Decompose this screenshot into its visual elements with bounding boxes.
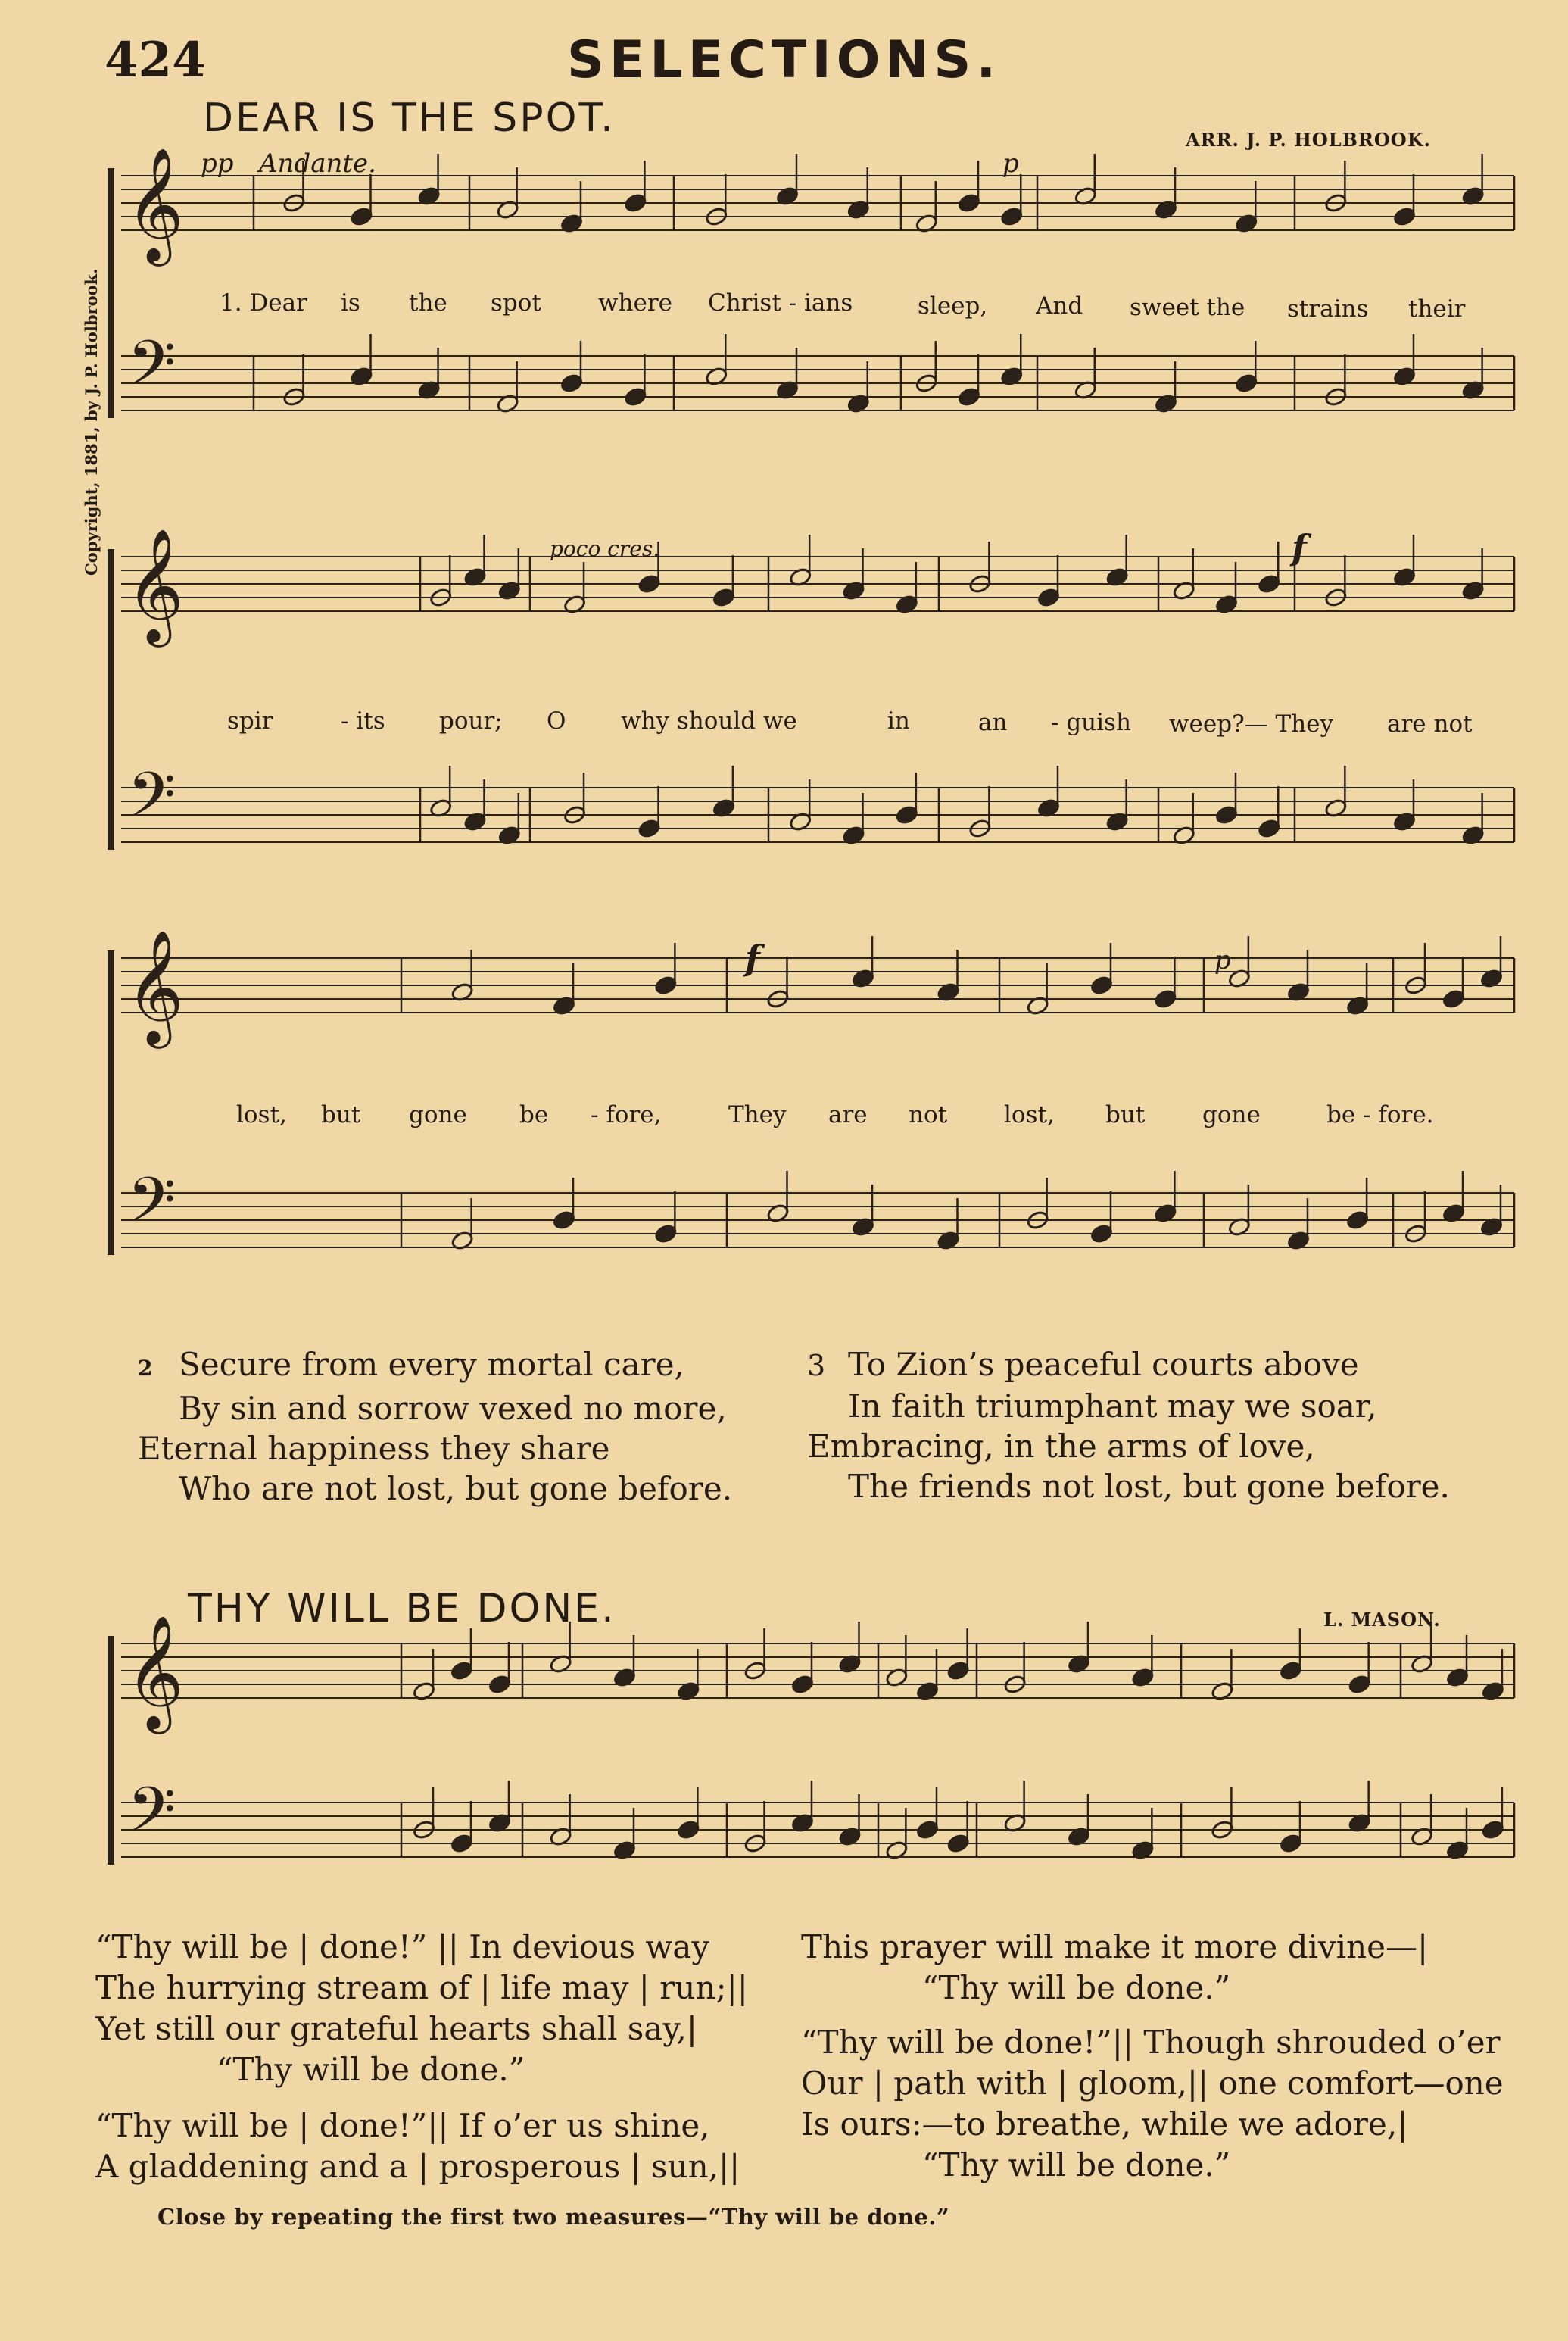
dynamic-p: p	[1002, 148, 1019, 179]
system-brace	[108, 950, 114, 1255]
stanza-line: Who are not lost, but gone before.	[179, 1470, 733, 1507]
lyric-syllable: in	[887, 707, 910, 735]
treble-clef-icon: 𝄞	[126, 527, 184, 642]
dynamic-poco-cres: poco cres.	[550, 536, 660, 561]
lyric-syllable: spot	[491, 289, 541, 317]
song1-arranger: ARR. J. P. HOLBROOK.	[1186, 129, 1431, 151]
stanza-line: In faith triumphant may we soar,	[848, 1387, 1377, 1425]
treble-clef-icon: 𝄞	[126, 146, 184, 261]
verse-line: “Thy will be done.”	[922, 2146, 1231, 2183]
lyric-syllable: O	[547, 707, 566, 735]
verse-line: The hurrying stream of | life may | run;||	[95, 1969, 748, 2006]
song1-title: DEAR IS THE SPOT.	[203, 95, 616, 141]
system-brace	[108, 168, 114, 418]
verse-line: A gladdening and a | prosperous | sun,||	[95, 2148, 740, 2185]
song2-composer: L. MASON.	[1323, 1609, 1441, 1631]
lyric-syllable: an	[978, 709, 1008, 736]
lyric-syllable: but	[321, 1101, 361, 1128]
stanza-line: The friends not lost, but gone before.	[848, 1468, 1450, 1505]
lyric-syllable: their	[1408, 295, 1466, 323]
dynamic-p-2: p	[1214, 945, 1231, 975]
stanza-number: 3	[807, 1349, 826, 1382]
song1-copyright: Copyright, 1881, by J. P. Holbrook.	[82, 268, 101, 576]
stanza-line: To Zion’s peaceful courts above	[848, 1346, 1359, 1383]
lyric-syllable: sweet the	[1130, 294, 1245, 321]
footnote: Close by repeating the first two measures—“Thy will be done.”	[157, 2204, 950, 2230]
lyric-syllable: the	[409, 289, 447, 317]
lyric-syllable: but	[1105, 1101, 1146, 1128]
lyric-syllable: They	[728, 1101, 787, 1128]
dynamic-forte: f	[1292, 527, 1307, 568]
stanza-number: 2	[138, 1356, 153, 1381]
verse-line: “Thy will be | done!”|| If o’er us shine,	[95, 2107, 710, 2144]
lyric-syllable: is	[341, 289, 360, 317]
lyric-syllable: lost,	[1004, 1101, 1055, 1128]
stanza-line: Embracing, in the arms of love,	[807, 1428, 1315, 1465]
lyric-syllable: sleep,	[918, 292, 988, 320]
dynamic-pp: pp	[201, 148, 234, 179]
dynamic-forte-2: f	[745, 938, 760, 979]
system-brace	[108, 1636, 114, 1865]
verse-line: “Thy will be done.”	[922, 1969, 1231, 2006]
bass-clef-icon: 𝄢	[127, 758, 176, 847]
lyric-syllable: 1. Dear	[220, 289, 307, 317]
lyric-syllable: be	[519, 1101, 549, 1128]
lyric-syllable: Christ - ians	[708, 289, 853, 317]
lyric-syllable: gone	[1202, 1101, 1261, 1128]
lyric-syllable: strains	[1287, 295, 1369, 323]
verse-line: “Thy will be done.”	[217, 2051, 525, 2088]
lyric-syllable: weep?— They	[1169, 710, 1334, 738]
bass-clef-icon: 𝄢	[127, 326, 176, 415]
lyric-syllable: spir	[227, 707, 273, 735]
lyric-syllable: why should we	[621, 707, 797, 735]
verse-line: This prayer will make it more divine—|	[801, 1928, 1429, 1965]
treble-clef-icon: 𝄞	[126, 929, 184, 1044]
bass-clef-icon: 𝄢	[127, 1773, 176, 1862]
stanza-line: Eternal happiness they share	[138, 1430, 610, 1467]
verse-line: Yet still our grateful hearts shall say,|	[95, 2010, 698, 2047]
lyric-syllable: And	[1036, 292, 1083, 320]
tempo-marking: Andante.	[259, 148, 376, 179]
bass-clef-icon: 𝄢	[127, 1163, 176, 1252]
lyric-syllable: be - fore.	[1326, 1101, 1434, 1128]
lyric-syllable: not	[909, 1101, 948, 1128]
lyric-syllable: are not	[1387, 710, 1473, 738]
verse-line: “Thy will be | done!” || In devious way	[95, 1928, 710, 1965]
stanza-line: By sin and sorrow vexed no more,	[179, 1390, 727, 1427]
song2-title: THY WILL BE DONE.	[188, 1586, 616, 1631]
verse-line: Is ours:—to breathe, while we adore,|	[801, 2105, 1408, 2143]
lyric-syllable: pour;	[439, 707, 503, 735]
lyric-syllable: - guish	[1051, 709, 1131, 736]
lyric-syllable: gone	[409, 1101, 467, 1128]
lyric-syllable: where	[598, 289, 673, 317]
verse-line: “Thy will be done!”|| Though shrouded o’er	[801, 2024, 1501, 2061]
stanza-line: Secure from every mortal care,	[179, 1346, 684, 1383]
page-number: 424	[104, 32, 206, 89]
verse-line: Our | path with | gloom,|| one comfort—one	[801, 2065, 1504, 2102]
lyric-syllable: - fore,	[591, 1101, 662, 1128]
lyric-syllable: are	[828, 1101, 868, 1128]
section-title: SELECTIONS.	[566, 30, 1002, 90]
treble-clef-icon: 𝄞	[126, 1614, 184, 1729]
lyric-syllable: lost,	[236, 1101, 287, 1128]
system-brace	[108, 549, 114, 850]
lyric-syllable: - its	[341, 707, 385, 735]
